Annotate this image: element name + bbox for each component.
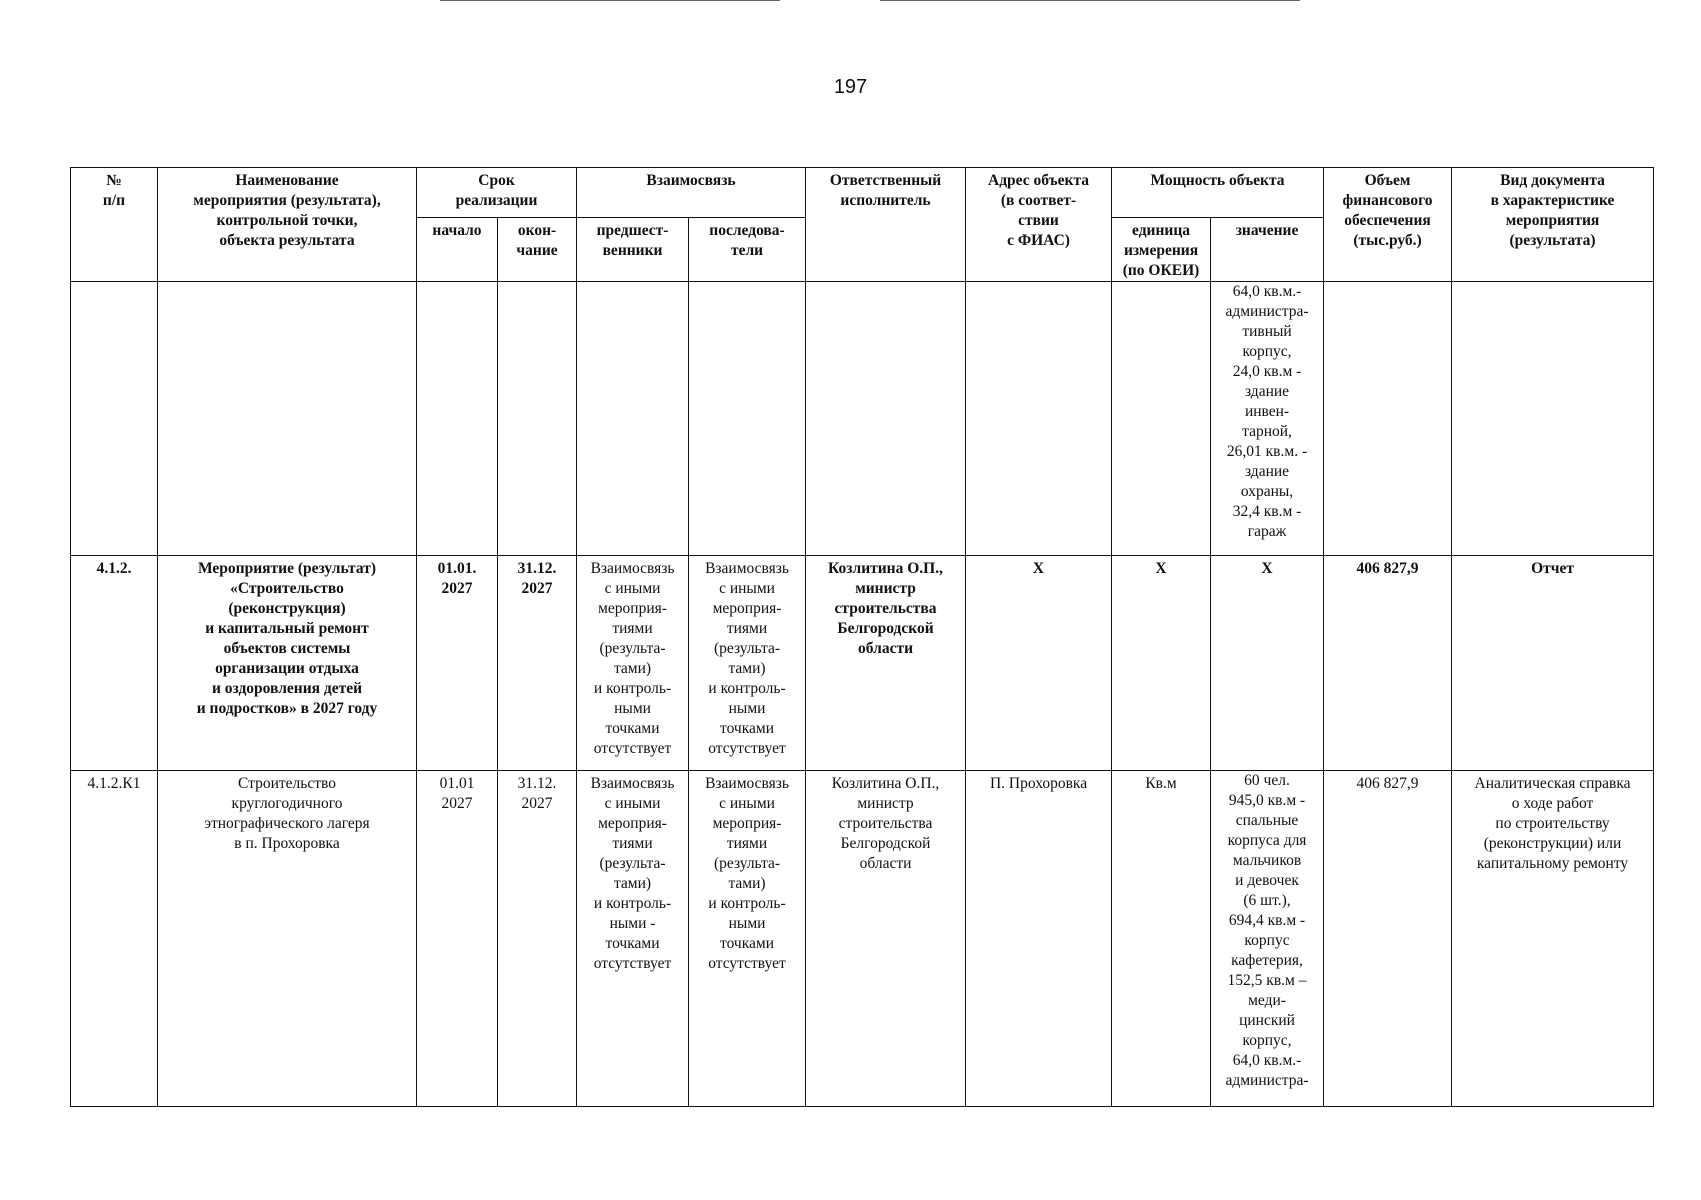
page-number: 197 [833, 76, 868, 98]
cell-value: 60 чел. 945,0 кв.м - спальные корпуса для мальчиков и девочек (6 шт.), 694,4 кв.м - корпус кафетерия, 152,5 кв.м – меди- цинский корпус, 64,0 кв.м.- администра- [1211, 771, 1324, 1107]
cell-pred [577, 282, 689, 556]
cell-responsible [806, 282, 966, 556]
scan-edge-line [880, 0, 1300, 1]
cell-address: Х [966, 556, 1112, 771]
table-row [71, 771, 1654, 1107]
cell-end: 31.12. 2027 [498, 771, 577, 1107]
header-capacity-value: значение [1211, 218, 1324, 282]
cell-no: 4.1.2. [71, 556, 158, 771]
cell-doc: Аналитическая справка о ходе работ по строительству (реконструкции) или капитальному ремонту [1452, 771, 1654, 1107]
cell-start: 01.01. 2027 [417, 556, 498, 771]
cell-name: Мероприятие (результат) «Строительство (реконструкция) и капитальный ремонт объектов системы организации отдыха и оздоровления детей и подростков» в 2027 году [158, 556, 417, 771]
cell-responsible: Козлитина О.П., министр строительства Белгородской области [806, 556, 966, 771]
cell-unit [1112, 282, 1211, 556]
header-term-start: начало [417, 218, 498, 282]
cell-finance: 406 827,9 [1324, 556, 1452, 771]
cell-no [71, 282, 158, 556]
header-term-end: окон- чание [498, 218, 577, 282]
header-capacity: Мощность объекта [1112, 168, 1324, 218]
header-doc-type: Вид документа в характеристике мероприятия (результата) [1452, 168, 1654, 282]
header-no: № п/п [71, 168, 158, 282]
cell-doc: Отчет [1452, 556, 1654, 771]
header-name: Наименование мероприятия (результата), контрольной точки, объекта результата [158, 168, 417, 282]
cell-start [417, 282, 498, 556]
header-address: Адрес объекта (в соответ- ствии с ФИАС) [966, 168, 1112, 282]
header-finance: Объем финансового обеспечения (тыс.руб.) [1324, 168, 1452, 282]
cell-pred: Взаимосвязь с иными мероприя- тиями (результа- тами) и контроль- ными - точками отсутствует [577, 771, 689, 1107]
cell-succ [689, 282, 806, 556]
header-relation-pred: предшест- венники [577, 218, 689, 282]
activity-table [70, 167, 1654, 1107]
cell-no: 4.1.2.К1 [71, 771, 158, 1107]
cell-unit: Кв.м [1112, 771, 1211, 1107]
cell-value: Х [1211, 556, 1324, 771]
cell-end: 31.12. 2027 [498, 556, 577, 771]
cell-name [158, 282, 417, 556]
cell-name: Строительство круглогодичного этнографического лагеря в п. Прохоровка [158, 771, 417, 1107]
header-relation-succ: последова- тели [689, 218, 806, 282]
table-row [71, 282, 1654, 556]
header-responsible: Ответственный исполнитель [806, 168, 966, 282]
cell-end [498, 282, 577, 556]
cell-responsible: Козлитина О.П., министр строительства Белгородской области [806, 771, 966, 1107]
cell-address [966, 282, 1112, 556]
cell-finance: 406 827,9 [1324, 771, 1452, 1107]
cell-finance [1324, 282, 1452, 556]
cell-pred: Взаимосвязь с иными мероприя- тиями (результа- тами) и контроль- ными точками отсутствует [577, 556, 689, 771]
header-capacity-unit: единица измерения (по ОКЕИ) [1112, 218, 1211, 282]
table-row [71, 556, 1654, 771]
cell-value: 64,0 кв.м.- администра- тивный корпус, 24,0 кв.м - здание инвен- тарной, 26,01 кв.м. - здание охраны, 32,4 кв.м - гараж [1211, 282, 1324, 556]
scan-edge-line [440, 0, 780, 1]
cell-start: 01.01 2027 [417, 771, 498, 1107]
cell-succ: Взаимосвязь с иными мероприя- тиями (результа- тами) и контроль- ными точками отсутствует [689, 771, 806, 1107]
header-relation: Взаимосвязь [577, 168, 806, 218]
table-header-row [71, 168, 1654, 218]
cell-address: П. Прохоровка [966, 771, 1112, 1107]
cell-unit: Х [1112, 556, 1211, 771]
header-term: Срок реализации [417, 168, 577, 218]
cell-doc [1452, 282, 1654, 556]
cell-succ: Взаимосвязь с иными мероприя- тиями (результа- тами) и контроль- ными точками отсутствует [689, 556, 806, 771]
